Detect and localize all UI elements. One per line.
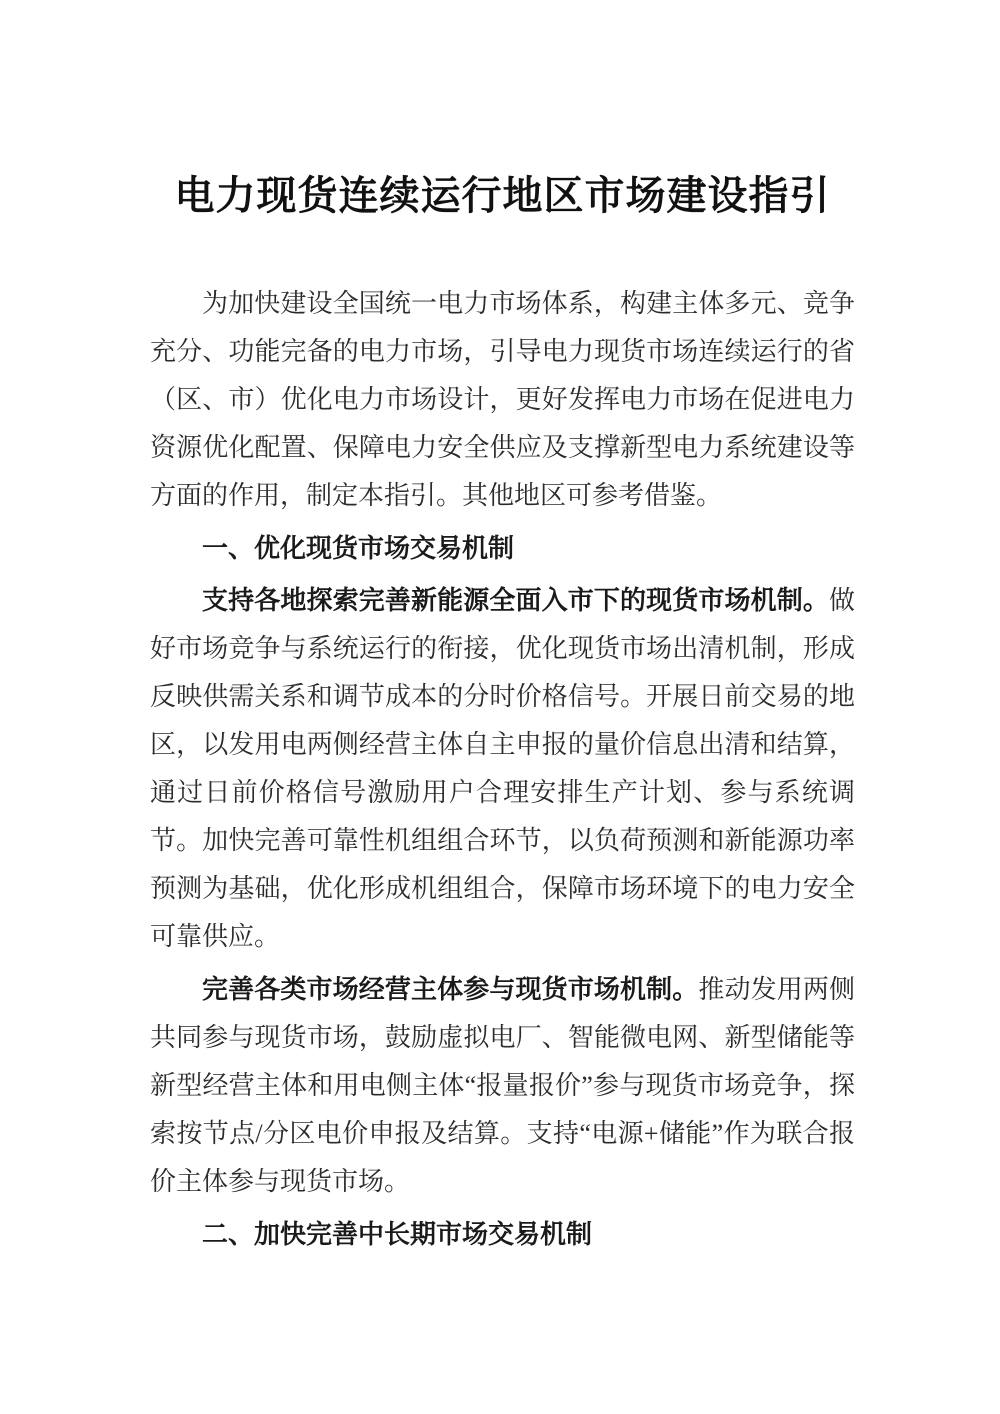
section1-paragraph-2-lead: 完善各类市场经营主体参与现货市场机制。 [202,974,699,1004]
section-heading-2: 二、加快完善中长期市场交易机制 [202,1219,593,1249]
section1-paragraph-1 [150,576,855,961]
document-title: 电力现货连续运行地区市场建设指引 [174,173,831,218]
section1-paragraph-2-body: 推动发用两侧共同参与现货市场，鼓励虚拟电厂、智能微电网、新型储能等新型经营主体和用电侧主体“报量报价”参与现货市场竞争，探索按节点/分区电价申报及结算。支持“电源+储能”作为联合报价主体参与现货市场。 [150,975,855,1196]
intro-paragraph [150,280,855,520]
section1-paragraph-2 [150,965,855,1206]
section-heading-1: 一、优化现货市场交易机制 [202,533,515,563]
section1-paragraph-1-lead: 支持各地探索完善新能源全面入市下的现货市场机制。 [202,585,829,615]
section1-paragraph-1-body: 做好市场竞争与系统运行的衔接，优化现货市场出清机制，形成反映供需关系和调节成本的分时价格信号。开展日前交易的地区，以发用电两侧经营主体自主申报的量价信息出清和结算，通过日前价格信号激励用户合理安排生产计划、参与系统调节。加快完善可靠性机组组合环节，以负荷预测和新能源功率预测为基础，优化形成机组组合，保障市场环境下的电力安全可靠供应。 [150,586,855,951]
intro-paragraph-text: 为加快建设全国统一电力市场体系，构建主体多元、竞争充分、功能完备的电力市场，引导电力现货市场连续运行的省（区、市）优化电力市场设计，更好发挥电力市场在促进电力资源优化配置、保障电力安全供应及支撑新型电力系统建设等方面的作用，制定本指引。其他地区可参考借鉴。 [150,289,855,510]
